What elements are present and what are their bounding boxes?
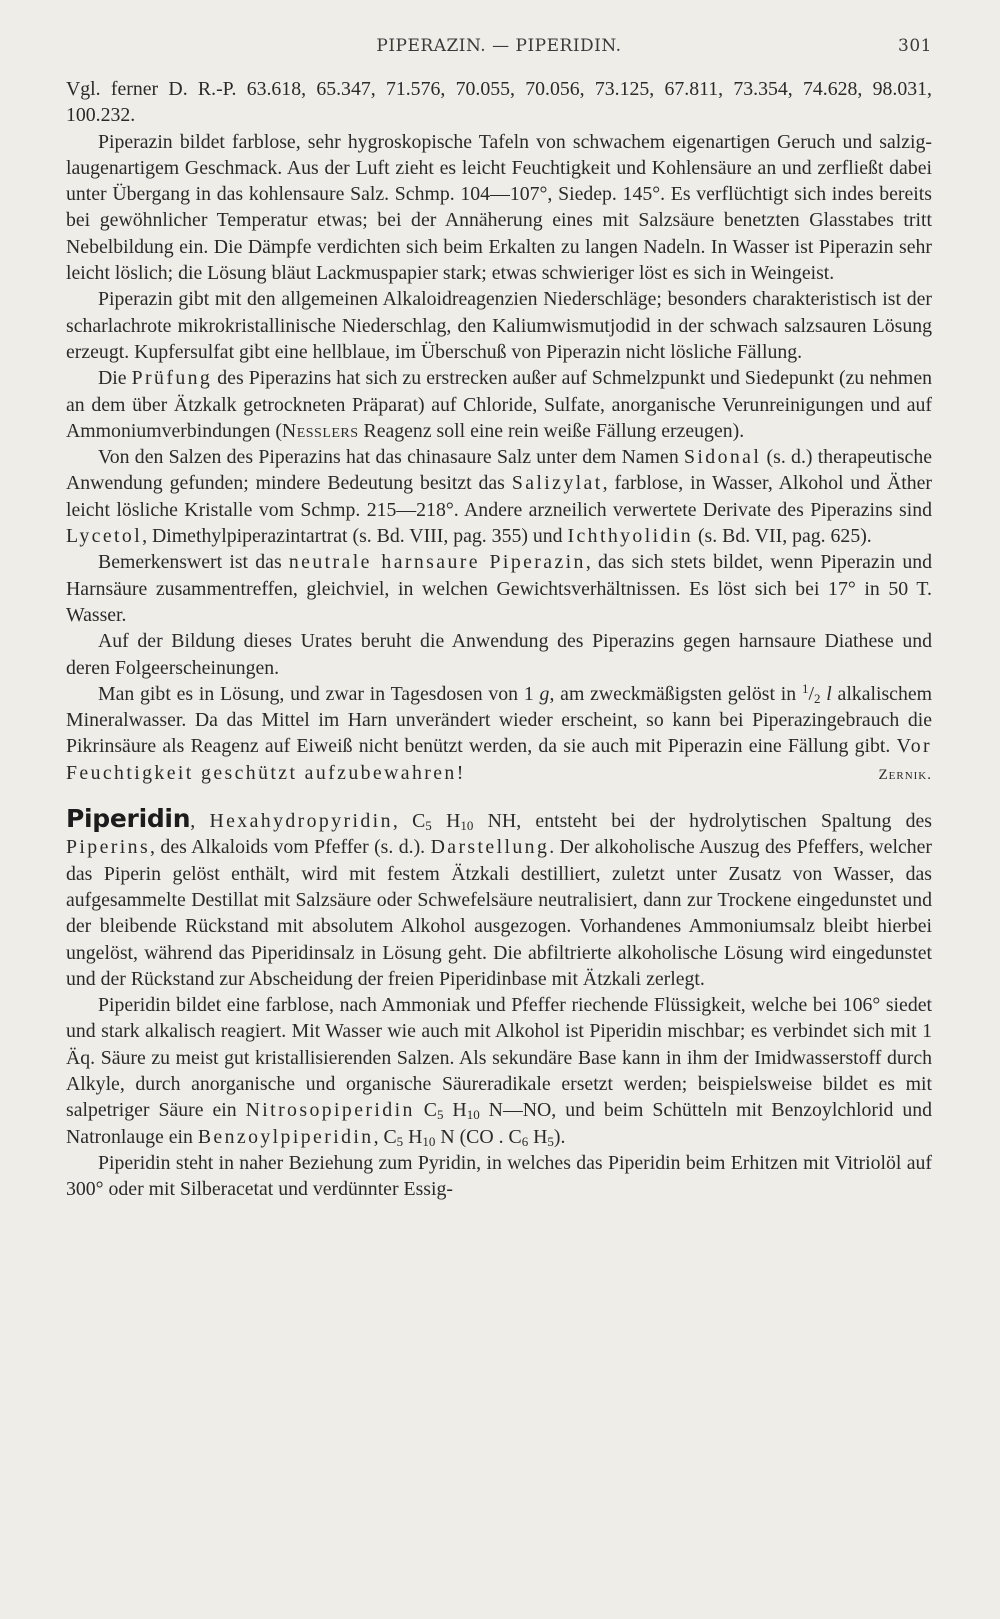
paragraph-piperidin-properties: Piperidin bildet eine farblose, nach Ammoniak und Pfeffer riechende Flüssigkeit, welche bei 106° siedet und stark alkalisch reagiert. Mit Wasser wie auch mit Alkohol ist Piperidin mischbar; es verbindet sich mit 1 Äq. Säure zu meist gut kristallisierenden Salzen. Als sekundäre Base kann in ihm der Imidwasserstoff durch Alkyle, durch anorganische und organische Säureradikale ersetzt werden; beispielsweise bildet es mit salpetriger Säure ein Nitrosopiperidin $C_5$ $H_{10}$ N—NO, und beim Schütteln mit Benzoylchlorid und Natronlauge ein Benzoylpiperidin, $C_5$ $H_{10}$ N (CO . $C_6$ $H_5$). [66,994,933,1149]
emphasis-storage: Vor Feuchtigkeit geschützt aufzubewahren! [66,735,932,784]
entry-gap [66,786,932,806]
entry-piperidin: Piperidin, Hexahydropyridin, $C_5$ $H_{10}$ NH, entsteht bei der hydrolytischen Spaltung des Piperins, des Alkaloids vom Pfeffer (s. d.). Darstellung. Der alkoholische Auszug des Pfeffers, welcher das Piperin gelöst enthält, wird mit festem Ätzkali destilliert, zuletzt unter Zusatz von Wasser, das aufgesammelte Destillat mit Salzsäure oder Schwefelsäure neutralisiert, dann zur Trockene eingedunstet und der bleibende Rückstand mit absolutem Alkohol ausgezogen. Vorhandenes Ammoniumsalz bleibt hierbei ungelöst, während das Piperidinsalz in Lösung geht. Die abfiltrierte alkoholische Lösung wird eingedunstet und der Rückstand zur Abscheidung der freien Piperidinbase mit Ätzkali zerlegt. [66,804,933,990]
paragraph-properties: Piperazin bildet farblose, sehr hygroskopische Tafeln von schwachem eigenartigen Geruch und salzig-laugenartigem Geschmack. Aus der Luft zieht es leicht Feuchtigkeit und Kohlensäure an und zerfließt dabei unter Übergang in das kohlensaure Salz. Schmp. 104—107°, Siedep. 145°. Es verflüchtigt sich indes bereits bei gewöhnlicher Temperatur etwas; bei der Annäherung eines mit Salzsäure benetzten Glasstabes tritt Nebelbildung ein. Die Dämpfe verdichten sich beim Erkalten zu langen Nadeln. In Wasser ist Piperazin sehr leicht löslich; die Lösung bläut Lackmuspapier stark; etwas schwieriger löst es sich in Weingeist. [66,130,932,285]
page-header [66,36,932,62]
paragraph-application: Auf der Bildung dieses Urates beruht die Anwendung des Piperazins gegen harnsaure Diathese und deren Folgeerscheinungen. [66,630,932,679]
paragraph-salts: Von den Salzen des Piperazins hat das chinasaure Salz unter dem Namen Sidonal (s. d.) therapeutische Anwendung gefunden; mindere Bedeutung besitzt das Salizylat, farblose, in Wasser, Alkohol und Äther leicht lösliche Kristalle vom Schmp. 215—218°. Andere arzneilich verwertete Derivate des Piperazins sind Lycetol, Dimethylpiperazintartrat (s. Bd. VIII, pag. 355) und Ichthyolidin (s. Bd. VII, pag. 625). [66,446,933,548]
paragraph-urate: Bemerkenswert ist das neutrale harnsaure Piperazin, das sich stets bildet, wenn Piperazin und Harnsäure zusammentreffen, gleichviel, in welchen Gewichtsverhältnissen. Es löst sich bei 17° in 50 T. Wasser. [66,551,932,626]
page-number: 301 [898,36,932,56]
emphasis-benzoylpiperidin: Benzoylpiperidin [197,1125,374,1148]
emphasis-neutral-urate: neutrale harnsaure Piperazin [288,551,586,574]
emphasis-lycetol: Lycetol [66,525,143,548]
emphasis-sidonal: Sidonal [684,446,762,469]
emphasis-nitrosopiperidin: Nitrosopiperidin [245,1099,415,1122]
entry-synonym: Hexahydropyridin [209,810,393,833]
paragraph-testing: Die Prüfung des Piperazins hat sich zu erstrecken außer auf Schmelzpunkt und Siedepunkt (zu nehmen an dem über Ätzkalk getrockneten Präparat) auf Chloride, Sulfate, anorganische Verunreinigungen und auf Ammoniumverbindungen (Nesslers Reagenz soll eine rein weiße Fällung erzeugen). [66,367,932,442]
body-text [66,76,932,1202]
emphasis-piperins: Piperins [66,836,151,859]
paragraph-pyridin-relation: Piperidin steht in naher Beziehung zum Pyridin, in welches das Piperidin beim Erhitzen mit Vitriolöl auf 300° oder mit Silberacetat und verdünnter Essig- [66,1151,932,1201]
paragraph-dosage: Man gibt es in Lösung, und zwar in Tagesdosen von 1 g, am zweckmäßigsten gelöst in $^1/_2$ l alkalischem Mineralwasser. Da das Mittel im Harn unverändert wieder erscheint, so kann bei Piperazingebrauch die Pikrinsäure als Reagenz auf Eiweiß nicht benützt werden, da sie auch mit Piperazin eine Fällung gibt. Vor Feuchtigkeit geschützt aufzubewahren! Zernik. [66,681,932,786]
emphasis-pruefung: Prüfung [131,367,213,390]
author-signature: Zernik. [878,766,932,783]
name-nessler: Nesslers [281,419,359,442]
emphasis-ichthyolidin: Ichthyolidin [567,525,693,548]
paragraph-reagents: Piperazin gibt mit den allgemeinen Alkaloidreagenzien Niederschläge; besonders charakteristisch ist der scharlachrote mikrokristallinische Niederschlag, den Kaliumwismutjodid in der schwach salzsauren Lösung erzeugt. Kupfersulfat gibt eine hellblaue, im Überschuß von Piperazin nicht lösliche Fällung. [66,288,932,363]
entry-title: Piperidin [66,804,191,834]
emphasis-darstellung: Darstellung [430,836,550,859]
paragraph-patents: Vgl. ferner D. R.-P. 63.618, 65.347, 71.576, 70.055, 70.056, 73.125, 67.811, 73.354, 74.628, 98.031, 100.232. [66,78,932,127]
running-head: PIPERAZIN. — PIPERIDIN. [376,36,622,56]
emphasis-salizylat: Salizylat [511,472,603,495]
